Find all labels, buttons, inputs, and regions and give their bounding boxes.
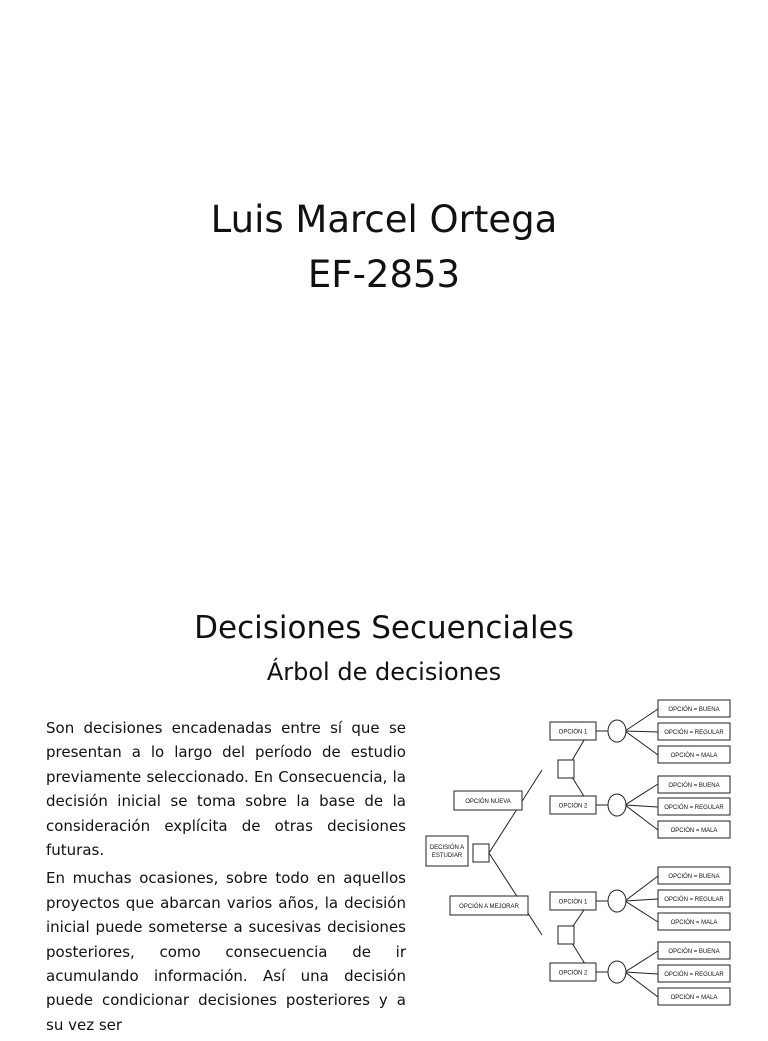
option-mejorar-label: OPCIÓN A MEJORAR xyxy=(459,904,519,910)
lower-op1-label: OPCIÓN 1 xyxy=(558,899,588,906)
slide-2-subtitle: Árbol de decisiones xyxy=(266,658,502,686)
outcome-3-3: OPCIÓN = MALA xyxy=(670,920,718,926)
outcome-1-1: OPCIÓN = BUENA xyxy=(668,707,720,713)
edge-root-nueva xyxy=(489,770,542,853)
upper-op1-label: OPCIÓN 1 xyxy=(558,729,588,736)
upper-decision-node xyxy=(558,760,574,778)
outcome-2-1: OPCIÓN = BUENA xyxy=(668,783,720,789)
chance-node-4 xyxy=(608,961,626,983)
outcome-4-3: OPCIÓN = MALA xyxy=(670,995,718,1001)
outcome-4-2: OPCIÓN = REGULAR xyxy=(664,972,724,978)
body-text xyxy=(46,716,406,1041)
slide-2-title: Decisiones Secuenciales xyxy=(194,610,574,646)
chance-node-3 xyxy=(608,890,626,912)
author-name: Luis Marcel Ortega xyxy=(210,198,558,241)
chance-node-2 xyxy=(608,794,626,816)
outcome-1-3: OPCIÓN = MALA xyxy=(670,753,718,759)
root-label-1: DECISIÓN A xyxy=(429,845,465,851)
paragraph-1: Son decisiones encadenadas entre sí que se presentan a lo largo del período de estudio previamente seleccionado. En Consecuencia, la decisión inicial se toma sobre la base de la consideración explícita de otras decisiones futuras. xyxy=(46,719,406,860)
chance-node-1 xyxy=(608,720,626,742)
upper-op2-label: OPCIÓN 2 xyxy=(558,803,588,810)
root-decision-box xyxy=(426,836,468,866)
slide-1-title xyxy=(0,192,768,302)
lower-op2-label: OPCIÓN 2 xyxy=(558,970,588,977)
option-nueva-label: OPCIÓN NUEVA xyxy=(465,799,511,805)
outcome-1-2: OPCIÓN = REGULAR xyxy=(664,730,724,736)
outcome-2-2: OPCIÓN = REGULAR xyxy=(664,805,724,811)
outcome-3-2: OPCIÓN = REGULAR xyxy=(664,897,724,903)
lower-decision-node xyxy=(558,926,574,944)
edge-root-mejorar xyxy=(489,853,542,935)
paragraph-2: En muchas ocasiones, sobre todo en aquellos proyectos que abarcan varios años, la decisión inicial puede someterse a sucesivas decisiones posteriores, como consecuencia de ir acumulando información. Así una decisión puede condicionar decisiones posteriores y a su vez ser xyxy=(46,869,406,1034)
outcome-3-1: OPCIÓN = BUENA xyxy=(668,874,720,880)
root-decision-node xyxy=(473,844,489,862)
root-label-2: ESTUDIAR xyxy=(431,853,463,859)
decision-tree-diagram xyxy=(420,690,740,1015)
author-id: EF-2853 xyxy=(307,253,461,296)
outcome-2-3: OPCIÓN = MALA xyxy=(670,828,718,834)
outcome-4-1: OPCIÓN = BUENA xyxy=(668,949,720,955)
